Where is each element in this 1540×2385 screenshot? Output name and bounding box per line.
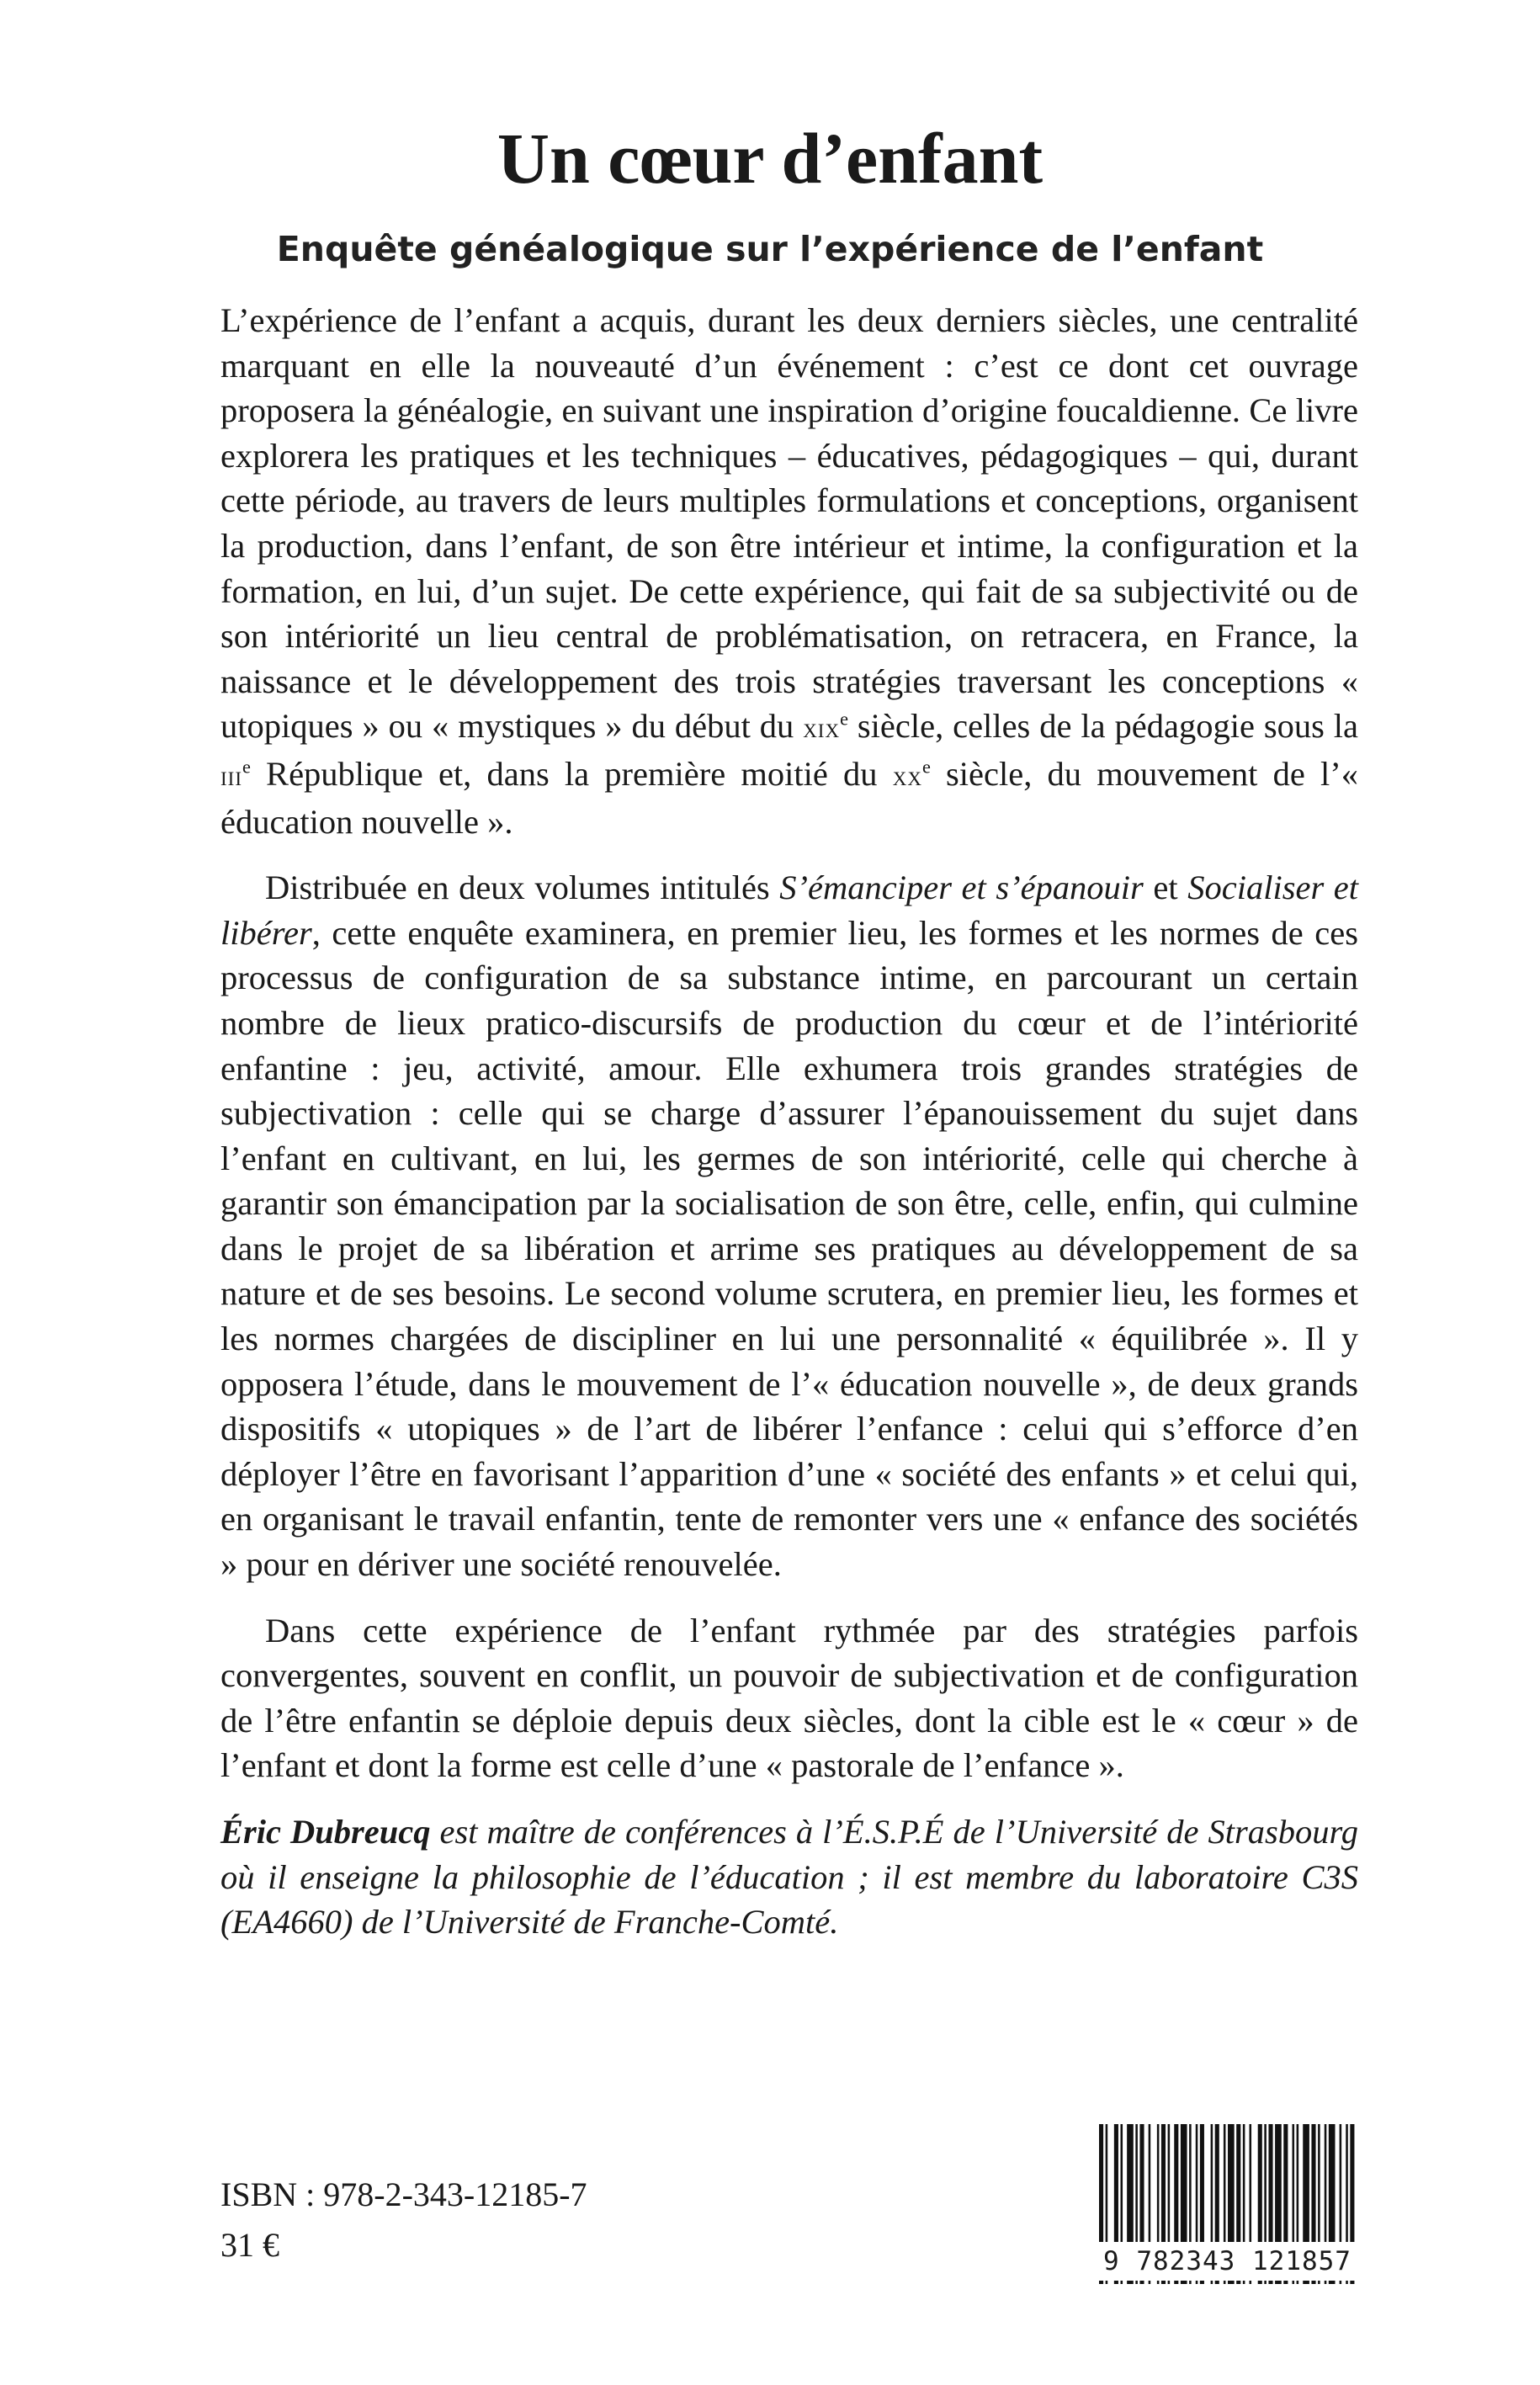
author-bio: Éric Dubreucq est maître de conférences à l’É.S.P.É de l’Université de Strasbourg où il enseigne la philosophie de l’éducation ; il est membre du laboratoire C3S (EA4660) de l’Université de Franche-Comté.: [220, 1813, 1359, 1941]
volume-1-title: S’émanciper et s’épanouir: [779, 868, 1144, 907]
book-subtitle: Enquête généalogique sur l’expérience de l’enfant: [276, 229, 1264, 269]
barcode-digits: 9 782343 121857: [1096, 2242, 1359, 2281]
footer-info: [220, 2170, 587, 2271]
book-title: Un cœur d’enfant: [497, 118, 1043, 199]
price: 31 €: [220, 2226, 279, 2264]
blurb: [220, 298, 1358, 1966]
author-name: Éric Dubreucq: [220, 1813, 431, 1851]
volume-2-title: Socialiser et libérer: [220, 868, 1359, 952]
paragraph-2: Distribuée en deux volumes intitulés S’émanciper et s’épanouir et Socialiser et libérer, cette enquête examinera, en premier lieu, les formes et les normes de ces processus de configuration de sa substance intime, en parcourant un certain nombre de lieux pratico-discursifs de production du cœur et de l’intériorité enfantine : jeu, activité, amour. Elle exhumera trois grandes stratégies de subjectivation : celle qui se charge d’assurer l’épanouissement du sujet dans l’enfant en cultivant, en lui, les germes de son intériorité, celle qui cherche à garantir son émancipation par la socialisation de son être, celle, enfin, qui culmine dans le projet de sa libération et arrime ses pratiques au développement de sa nature et de ses besoins. Le second volume scrutera, en premier lieu, les formes et les normes chargées de discipliner en lui une personnalité « équilibrée ». Il y opposera l’étude, dans le mouvement de l’« éducation nouvelle », de deux grands dispositifs « utopiques » de l’art de libérer l’enfance : celui qui s’efforce d’en déployer l’être en favorisant l’apparition d’une « société des enfants » et celui qui, en organisant le travail enfantin, tente de remonter vers une « enfance des sociétés » pour en dériver une société renouvelée.: [220, 868, 1359, 1584]
paragraph-1: L’expérience de l’enfant a acquis, durant les deux derniers siècles, une centralité marquant en elle la nouveauté d’un événement : c’est ce dont cet ouvrage proposera la généalogie, en suivant une inspiration d’origine foucaldienne. Ce livre explorera les pratiques et les techniques – éducatives, pédagogiques – qui, durant cette période, au travers de leurs multiples formulations et conceptions, organisent la production, dans l’enfant, de son être intérieur et intime, la configuration et la formation, en lui, d’un sujet. De cette expérience, qui fait de sa subjectivité ou de son intériorité un lieu central de problématisation, on retracera, en France, la naissance et le développement des trois stratégies traversant les conceptions « utopiques » ou « mystiques » du début du xix$^e$ siècle, celles de la pédagogie sous la iii$^e$ République et, dans la première moitié du $xx^e$ siècle, du mouvement de l’« éducation nouvelle ».: [220, 301, 1358, 841]
paragraph-3: Dans cette expérience de l’enfant rythmée par des stratégies parfois convergentes, souvent en conflit, un pouvoir de subjectivation et de configuration de l’être enfantin se déploie depuis deux siècles, dont la cible est le « cœur » de l’enfant et dont la forme est celle d’une « pastorale de l’enfance ».: [220, 1611, 1358, 1785]
isbn: ISBN : 978-2-343-12185-7: [220, 2175, 587, 2213]
